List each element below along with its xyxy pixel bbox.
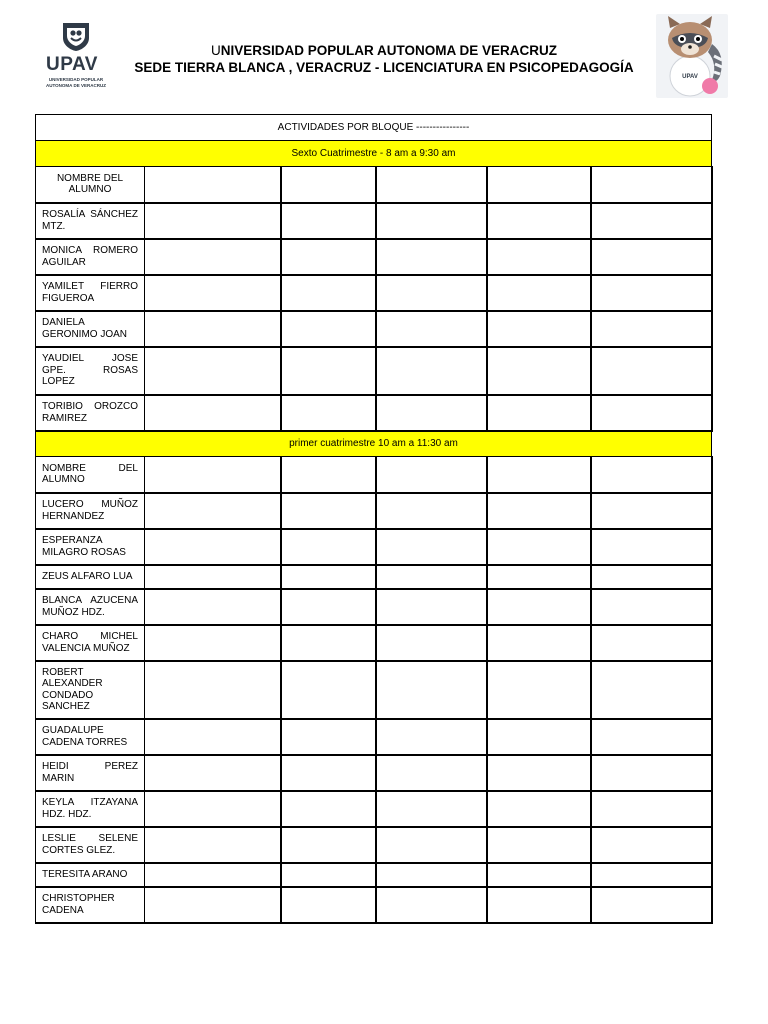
activity-cell[interactable] bbox=[591, 275, 712, 311]
activity-cell[interactable] bbox=[281, 167, 376, 203]
table-row bbox=[36, 529, 712, 565]
logo-subtitle-2: AUTONOMA DE VERACRUZ bbox=[45, 83, 106, 88]
student-name-cell: LUCERO MUÑOZ HERNANDEZ bbox=[36, 493, 145, 529]
student-name-cell: ZEUS ALFARO LUA bbox=[36, 565, 145, 589]
column-header-row bbox=[36, 457, 712, 493]
activity-cell[interactable] bbox=[376, 203, 487, 239]
activity-cell[interactable] bbox=[591, 493, 712, 529]
activity-cell[interactable] bbox=[376, 275, 487, 311]
caption-row bbox=[36, 115, 712, 141]
section-row bbox=[36, 141, 712, 167]
activity-cell[interactable] bbox=[281, 589, 376, 625]
table-caption: ACTIVIDADES POR BLOQUE ---------------- bbox=[36, 115, 712, 141]
table-row bbox=[36, 755, 712, 791]
table-row bbox=[36, 661, 712, 719]
activity-cell[interactable] bbox=[487, 493, 591, 529]
table-row bbox=[36, 791, 712, 827]
table-row bbox=[36, 565, 712, 589]
activity-cell[interactable] bbox=[281, 203, 376, 239]
activity-cell[interactable] bbox=[376, 493, 487, 529]
activity-cell[interactable] bbox=[591, 203, 712, 239]
activity-cell[interactable] bbox=[145, 347, 281, 395]
activity-cell[interactable] bbox=[591, 347, 712, 395]
activity-cell[interactable] bbox=[591, 395, 712, 431]
activity-cell[interactable] bbox=[145, 395, 281, 431]
activity-cell[interactable] bbox=[281, 863, 376, 887]
table-row bbox=[36, 493, 712, 529]
document-subtitle: SEDE TIERRA BLANCA , VERACRUZ - LICENCIATURA EN PSICOPEDAGOGÍA bbox=[134, 60, 634, 75]
activity-cell[interactable] bbox=[376, 347, 487, 395]
table-row bbox=[36, 203, 712, 239]
logo-text: UPAV bbox=[46, 54, 98, 75]
activity-cell[interactable] bbox=[591, 827, 712, 863]
activity-cell[interactable] bbox=[487, 661, 591, 719]
activity-cell[interactable] bbox=[281, 565, 376, 589]
activity-cell[interactable] bbox=[281, 827, 376, 863]
mascot-raccoon-icon bbox=[656, 14, 728, 98]
activity-cell[interactable] bbox=[145, 493, 281, 529]
activity-cell[interactable] bbox=[145, 791, 281, 827]
activity-cell[interactable] bbox=[376, 791, 487, 827]
activity-cell[interactable] bbox=[376, 719, 487, 755]
activity-cell[interactable] bbox=[376, 827, 487, 863]
student-name-cell: YAUDIEL JOSE GPE. ROSAS LOPEZ bbox=[36, 347, 145, 395]
table-row bbox=[36, 589, 712, 625]
activity-cell[interactable] bbox=[591, 887, 712, 923]
student-name-cell: HEIDI PEREZ MARIN bbox=[36, 755, 145, 791]
activity-cell[interactable] bbox=[281, 311, 376, 347]
activity-cell[interactable] bbox=[145, 239, 281, 275]
title-first-letter: U bbox=[210, 43, 221, 58]
student-name-cell: LESLIE SELENE CORTES GLEZ. bbox=[36, 827, 145, 863]
table-row bbox=[36, 275, 712, 311]
activity-cell[interactable] bbox=[487, 755, 591, 791]
activity-cell[interactable] bbox=[487, 887, 591, 923]
activity-cell[interactable] bbox=[281, 887, 376, 923]
document-header bbox=[0, 0, 768, 110]
student-name-cell: ESPERANZA MILAGRO ROSAS bbox=[36, 529, 145, 565]
activity-cell[interactable] bbox=[591, 625, 712, 661]
column-header-row bbox=[36, 167, 712, 203]
student-name-cell: TORIBIO OROZCO RAMIREZ bbox=[36, 395, 145, 431]
activity-cell[interactable] bbox=[145, 529, 281, 565]
activity-cell[interactable] bbox=[487, 311, 591, 347]
activity-cell[interactable] bbox=[376, 625, 487, 661]
activity-cell[interactable] bbox=[376, 457, 487, 493]
activity-cell[interactable] bbox=[487, 275, 591, 311]
student-name-header: NOMBRE DEL ALUMNO bbox=[36, 167, 145, 203]
activity-cell[interactable] bbox=[145, 827, 281, 863]
student-name-cell: MONICA ROMERO AGUILAR bbox=[36, 239, 145, 275]
activities-table bbox=[35, 114, 713, 924]
activity-cell[interactable] bbox=[145, 863, 281, 887]
section-title: Sexto Cuatrimestre - 8 am a 9:30 am bbox=[36, 141, 712, 167]
activity-cell[interactable] bbox=[591, 457, 712, 493]
activity-cell[interactable] bbox=[487, 395, 591, 431]
activity-cell[interactable] bbox=[145, 203, 281, 239]
activity-cell[interactable] bbox=[145, 167, 281, 203]
title-line1: NIVERSIDAD POPULAR AUTONOMA DE VERACRUZ bbox=[220, 43, 558, 58]
section-row bbox=[36, 431, 712, 457]
activity-cell[interactable] bbox=[145, 457, 281, 493]
activity-cell[interactable] bbox=[487, 589, 591, 625]
activity-cell[interactable] bbox=[376, 565, 487, 589]
activity-cell[interactable] bbox=[145, 755, 281, 791]
activity-cell[interactable] bbox=[591, 719, 712, 755]
activity-cell[interactable] bbox=[376, 167, 487, 203]
activity-cell[interactable] bbox=[145, 719, 281, 755]
activity-cell[interactable] bbox=[281, 347, 376, 395]
activity-cell[interactable] bbox=[281, 457, 376, 493]
activity-cell[interactable] bbox=[281, 239, 376, 275]
student-name-cell: CHARO MICHEL VALENCIA MUÑOZ bbox=[36, 625, 145, 661]
table-row bbox=[36, 347, 712, 395]
mascot-badge-text: UPAV bbox=[682, 74, 698, 80]
activity-cell[interactable] bbox=[145, 661, 281, 719]
activity-cell[interactable] bbox=[376, 311, 487, 347]
student-name-cell: DANIELA GERONIMO JOAN bbox=[36, 311, 145, 347]
section-title: primer cuatrimestre 10 am a 11:30 am bbox=[36, 431, 712, 457]
activity-cell[interactable] bbox=[281, 529, 376, 565]
student-name-cell: CHRISTOPHER CADENA bbox=[36, 887, 145, 923]
activity-cell[interactable] bbox=[145, 625, 281, 661]
table-body bbox=[36, 115, 712, 923]
table-row bbox=[36, 239, 712, 275]
activity-cell[interactable] bbox=[487, 457, 591, 493]
activity-cell[interactable] bbox=[591, 589, 712, 625]
table-row bbox=[36, 863, 712, 887]
student-name-cell: ROBERT ALEXANDER CONDADO SANCHEZ bbox=[36, 661, 145, 719]
activity-cell[interactable] bbox=[591, 863, 712, 887]
activity-cell[interactable] bbox=[591, 565, 712, 589]
activity-cell[interactable] bbox=[487, 625, 591, 661]
student-name-cell: BLANCA AZUCENA MUÑOZ HDZ. bbox=[36, 589, 145, 625]
activity-cell[interactable] bbox=[487, 203, 591, 239]
activity-cell[interactable] bbox=[591, 661, 712, 719]
table-row bbox=[36, 311, 712, 347]
activity-cell[interactable] bbox=[487, 827, 591, 863]
activity-cell[interactable] bbox=[487, 167, 591, 203]
activity-cell[interactable] bbox=[591, 529, 712, 565]
document-title bbox=[0, 43, 768, 58]
activity-cell[interactable] bbox=[281, 275, 376, 311]
table-row bbox=[36, 625, 712, 661]
activity-cell[interactable] bbox=[376, 661, 487, 719]
table-row bbox=[36, 395, 712, 431]
activity-cell[interactable] bbox=[376, 395, 487, 431]
activity-cell[interactable] bbox=[487, 529, 591, 565]
activity-cell[interactable] bbox=[376, 755, 487, 791]
student-name-cell: GUADALUPE CADENA TORRES bbox=[36, 719, 145, 755]
activity-cell[interactable] bbox=[145, 589, 281, 625]
student-name-header: NOMBRE DEL ALUMNO bbox=[36, 457, 145, 493]
activity-cell[interactable] bbox=[591, 755, 712, 791]
activity-cell[interactable] bbox=[281, 395, 376, 431]
activity-cell[interactable] bbox=[487, 863, 591, 887]
activity-cell[interactable] bbox=[487, 565, 591, 589]
student-name-cell: ROSALÍA SÁNCHEZ MTZ. bbox=[36, 203, 145, 239]
activity-cell[interactable] bbox=[281, 625, 376, 661]
student-name-cell: KEYLA ITZAYANA HDZ. HDZ. bbox=[36, 791, 145, 827]
student-name-cell: TERESITA ARANO bbox=[36, 863, 145, 887]
activity-cell[interactable] bbox=[487, 719, 591, 755]
activity-cell[interactable] bbox=[591, 239, 712, 275]
activity-cell[interactable] bbox=[487, 347, 591, 395]
activity-cell[interactable] bbox=[281, 719, 376, 755]
activity-cell[interactable] bbox=[281, 791, 376, 827]
activity-cell[interactable] bbox=[145, 311, 281, 347]
activity-cell[interactable] bbox=[145, 275, 281, 311]
activity-cell[interactable] bbox=[591, 311, 712, 347]
activity-cell[interactable] bbox=[376, 887, 487, 923]
logo-subtitle-1: UNIVERSIDAD POPULAR bbox=[48, 77, 104, 82]
activity-cell[interactable] bbox=[281, 493, 376, 529]
activity-cell[interactable] bbox=[591, 791, 712, 827]
activity-cell[interactable] bbox=[281, 661, 376, 719]
activity-cell[interactable] bbox=[376, 589, 487, 625]
table-row bbox=[36, 719, 712, 755]
activity-cell[interactable] bbox=[591, 167, 712, 203]
activity-cell[interactable] bbox=[145, 887, 281, 923]
table-row bbox=[36, 827, 712, 863]
student-name-cell: YAMILET FIERRO FIGUEROA bbox=[36, 275, 145, 311]
activity-cell[interactable] bbox=[376, 239, 487, 275]
activity-cell[interactable] bbox=[376, 863, 487, 887]
activity-cell[interactable] bbox=[487, 239, 591, 275]
activity-cell[interactable] bbox=[145, 565, 281, 589]
table-row bbox=[36, 887, 712, 923]
activity-cell[interactable] bbox=[487, 791, 591, 827]
activity-cell[interactable] bbox=[376, 529, 487, 565]
activity-cell[interactable] bbox=[281, 755, 376, 791]
